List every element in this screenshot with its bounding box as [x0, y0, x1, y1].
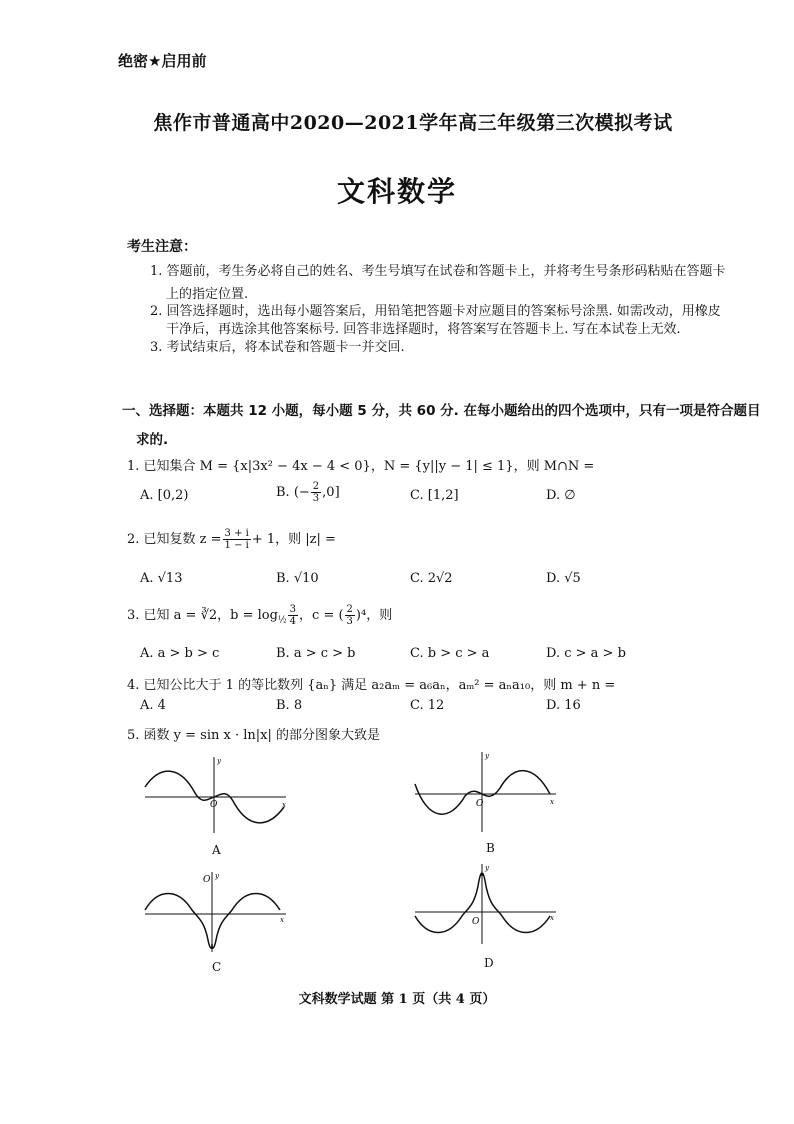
notice-item-2-cont: 干净后，再选涂其他答案标号. 回答非选择题时，将答案写在答题卡上. 写在本试卷上无效. — [166, 322, 681, 337]
graph-c — [140, 870, 290, 955]
q1-option-d: D. ∅ — [546, 488, 576, 503]
svg-text:O: O — [210, 800, 218, 810]
svg-text:x: x — [280, 916, 284, 924]
svg-text:O: O — [476, 799, 484, 809]
q4-option-c: C. 12 — [410, 698, 445, 713]
q3-option-b: B. a > c > b — [276, 646, 356, 661]
svg-text:y: y — [485, 752, 489, 760]
page-footer: 文科数学试题 第 1 页（共 4 页） — [298, 992, 496, 1007]
graph-c-label: C — [212, 960, 222, 974]
subject-title: 文科数学 — [336, 175, 457, 208]
graph-a-label: A — [212, 843, 221, 857]
question-5-stem: 5. 函数 y = sin x · ln|x| 的部分图象大致是 — [127, 728, 380, 743]
q1-option-c: C. [1,2] — [410, 488, 459, 503]
exam-title: 焦作市普通高中2020—2021学年高三年级第三次模拟考试 — [153, 112, 673, 134]
section-heading: 一、选择题：本题共 12 小题，每小题 5 分，共 60 分. 在每小题给出的四个选项中，只有一项是符合题目 — [122, 403, 761, 419]
svg-text:y: y — [485, 864, 489, 872]
graph-b-label: B — [486, 841, 495, 855]
q2-option-a: A. √13 — [140, 571, 183, 586]
q1-option-b: B. (− $\frac{2}{3}$ ,0] — [276, 481, 340, 504]
notice-heading: 考生注意： — [127, 239, 197, 255]
notice-item-2: 2. 回答选择题时，选出每小题答案后，用铅笔把答题卡对应题目的答案标号涂黑. 如需改动，用橡皮 — [150, 304, 721, 319]
graph-d-label: D — [484, 956, 494, 970]
notice-item-3: 3. 考试结束后，将本试卷和答题卡一并交回. — [150, 340, 405, 355]
q2-option-c: C. 2√2 — [410, 571, 453, 586]
question-3-stem: 3. 已知 a = ∛2，$b = \log_{\frac{1}{2}}$ $\frac{3}{4}$ ，c = ( $\frac{2}{3}$ )⁴，则 — [127, 604, 393, 627]
svg-text:y: y — [215, 872, 219, 880]
graph-d — [410, 862, 560, 947]
svg-text:O: O — [472, 917, 480, 927]
q3-option-c: C. b > c > a — [410, 646, 490, 661]
svg-text:x: x — [282, 801, 286, 809]
question-1-stem: 1. 已知集合 M = {x|3x² − 4x − 4 < 0}，N = {y||y − 1| ≤ 1}，则 M∩N = — [127, 459, 595, 474]
q3-option-d: D. c > a > b — [546, 646, 626, 661]
svg-text:x: x — [550, 798, 554, 806]
secret-mark: 绝密★启用前 — [118, 52, 207, 70]
question-4-stem: 4. 已知公比大于 1 的等比数列 {aₙ} 满足 a₂aₘ = a₆aₙ，aₘ² = aₙa₁₀，则 m + n = — [127, 678, 616, 693]
svg-text:O: O — [203, 875, 211, 885]
q2-option-b: B. √10 — [276, 571, 319, 586]
q1-option-a: A. [0,2) — [140, 488, 189, 503]
q4-option-d: D. 16 — [546, 698, 581, 713]
notice-item-1: 1. 答题前，考生务必将自己的姓名、考生号填写在试卷和答题卡上，并将考生号条形码粘贴在答题卡 — [150, 264, 726, 279]
question-2-stem: 2. 已知复数 z = $\frac{3 + i}{1 - i}$ + 1，则 |z| = — [127, 528, 336, 551]
q3-option-a: A. a > b > c — [140, 646, 220, 661]
q4-option-b: B. 8 — [276, 698, 303, 713]
svg-text:x: x — [550, 914, 554, 922]
graph-b — [410, 750, 560, 835]
section-heading-cont: 求的. — [136, 432, 169, 448]
q2-option-d: D. √5 — [546, 571, 581, 586]
notice-item-1-cont: 上的指定位置. — [166, 287, 249, 302]
graph-a — [140, 755, 290, 835]
q4-option-a: A. 4 — [140, 698, 166, 713]
svg-text:y: y — [217, 757, 221, 765]
